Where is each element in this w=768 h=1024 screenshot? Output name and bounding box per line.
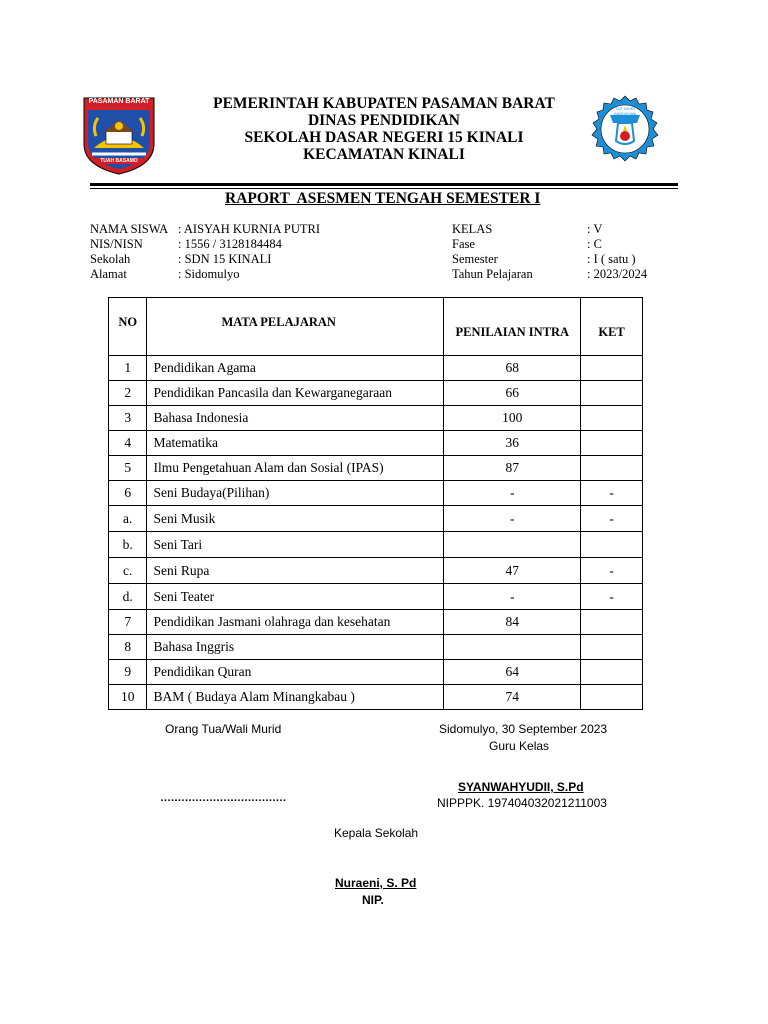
principal-nip: NIP. — [362, 893, 384, 907]
info-value-school: : SDN 15 KINALI — [178, 252, 272, 266]
row-score — [444, 532, 581, 558]
row-score: 100 — [444, 406, 581, 431]
table-row — [109, 456, 643, 481]
principal-label: Kepala Sekolah — [334, 826, 419, 840]
row-note: - — [581, 584, 643, 610]
row-note — [581, 610, 643, 635]
row-score: 66 — [444, 381, 581, 406]
row-subject: Bahasa Indonesia — [147, 406, 444, 431]
row-score: 64 — [444, 660, 581, 685]
table-row — [109, 431, 643, 456]
header-subject: MATA PELAJARAN — [147, 298, 444, 356]
row-score: 87 — [444, 456, 581, 481]
info-label-class: KELAS — [452, 222, 493, 236]
row-score: 84 — [444, 610, 581, 635]
row-note — [581, 685, 643, 710]
header-rule-thin — [90, 188, 678, 189]
row-subject: Pendidikan Agama — [147, 356, 444, 381]
logo-right-text: TUT WURI HANDAYANI — [613, 106, 637, 116]
row-no: 7 — [109, 610, 147, 635]
row-subject: Bahasa Inggris — [147, 635, 444, 660]
header-government: PEMERINTAH KABUPATEN PASAMAN BARAT — [213, 95, 555, 112]
logo-left-text-top: PASAMAN BARAT — [88, 98, 150, 105]
row-note — [581, 406, 643, 431]
row-score: - — [444, 481, 581, 506]
header-district: KECAMATAN KINALI — [303, 146, 465, 163]
row-score: - — [444, 584, 581, 610]
info-label-nis: NIS/NISN — [90, 237, 143, 251]
row-note — [581, 456, 643, 481]
row-note — [581, 660, 643, 685]
table-row — [109, 685, 643, 710]
table-row — [109, 506, 643, 532]
row-no: a. — [109, 506, 147, 532]
info-value-year: : 2023/2024 — [587, 267, 648, 281]
row-score: - — [444, 506, 581, 532]
table-row — [109, 660, 643, 685]
logo-left-text-bottom: TUAH BASAMO — [96, 158, 142, 164]
row-note: - — [581, 506, 643, 532]
info-label-name: NAMA SISWA — [90, 222, 169, 236]
table-row — [109, 381, 643, 406]
info-label-semester: Semester — [452, 252, 498, 266]
row-no: 5 — [109, 456, 147, 481]
row-subject: BAM ( Budaya Alam Minangkabau ) — [147, 685, 444, 710]
header-department: DINAS PENDIDIKAN — [307, 112, 460, 129]
grades-table — [108, 297, 643, 710]
row-subject: Pendidikan Quran — [147, 660, 444, 685]
table-header-row — [109, 298, 643, 356]
table-row — [109, 532, 643, 558]
teacher-name: SYANWAHYUDII, S.Pd — [458, 780, 584, 794]
row-no: 1 — [109, 356, 147, 381]
row-no: b. — [109, 532, 147, 558]
table-row — [109, 481, 643, 506]
parent-label: Orang Tua/Wali Murid — [165, 722, 282, 736]
teacher-nip: NIPPPK. 197404032021211003 — [437, 796, 607, 810]
row-no: d. — [109, 584, 147, 610]
row-no: 4 — [109, 431, 147, 456]
row-note: - — [581, 558, 643, 584]
row-no: 3 — [109, 406, 147, 431]
header-school: SEKOLAH DASAR NEGERI 15 KINALI — [244, 129, 524, 146]
row-score: 36 — [444, 431, 581, 456]
row-subject: Pendidikan Jasmani olahraga dan kesehatan — [147, 610, 444, 635]
table-row — [109, 584, 643, 610]
info-label-school: Sekolah — [90, 252, 131, 266]
header-score: PENILAIAN INTRA — [444, 298, 581, 356]
table-row — [109, 635, 643, 660]
table-row — [109, 558, 643, 584]
row-score: 74 — [444, 685, 581, 710]
row-subject: Seni Tari — [147, 532, 444, 558]
place-date: Sidomulyo, 30 September 2023 — [439, 722, 608, 736]
info-value-semester: : I ( satu ) — [587, 252, 636, 266]
row-score: 47 — [444, 558, 581, 584]
row-note: - — [581, 481, 643, 506]
info-label-address: Alamat — [90, 267, 127, 281]
row-no: 10 — [109, 685, 147, 710]
header-no: NO — [109, 298, 147, 356]
row-no: 8 — [109, 635, 147, 660]
row-no: 2 — [109, 381, 147, 406]
info-value-class: : V — [587, 222, 603, 236]
row-score: 68 — [444, 356, 581, 381]
header-note: KET — [581, 298, 643, 356]
row-no: 6 — [109, 481, 147, 506]
row-no: c. — [109, 558, 147, 584]
table-row — [109, 610, 643, 635]
row-note — [581, 381, 643, 406]
teacher-label: Guru Kelas — [489, 739, 550, 753]
info-label-phase: Fase — [452, 237, 475, 251]
header-rule-thick — [90, 183, 678, 186]
row-no: 9 — [109, 660, 147, 685]
info-value-address: : Sidomulyo — [178, 267, 240, 281]
info-value-name: : AISYAH KURNIA PUTRI — [178, 222, 321, 236]
row-subject: Seni Budaya(Pilihan) — [147, 481, 444, 506]
table-row — [109, 406, 643, 431]
row-note — [581, 356, 643, 381]
row-subject: Seni Musik — [147, 506, 444, 532]
principal-name: Nuraeni, S. Pd — [335, 876, 417, 890]
info-label-year: Tahun Pelajaran — [452, 267, 533, 281]
table-row — [109, 356, 643, 381]
row-score — [444, 635, 581, 660]
row-note — [581, 431, 643, 456]
row-subject: Seni Rupa — [147, 558, 444, 584]
parent-signature-line: ……………………………… — [160, 792, 286, 804]
info-value-phase: : C — [587, 237, 602, 251]
row-subject: Pendidikan Pancasila dan Kewarganegaraan — [147, 381, 444, 406]
row-note — [581, 635, 643, 660]
row-subject: Matematika — [147, 431, 444, 456]
row-note — [581, 532, 643, 558]
row-subject: Ilmu Pengetahuan Alam dan Sosial (IPAS) — [147, 456, 444, 481]
row-subject: Seni Teater — [147, 584, 444, 610]
report-title: RAPORT ASESMEN TENGAH SEMESTER I — [225, 190, 541, 207]
info-value-nis: : 1556 / 3128184484 — [178, 237, 282, 251]
